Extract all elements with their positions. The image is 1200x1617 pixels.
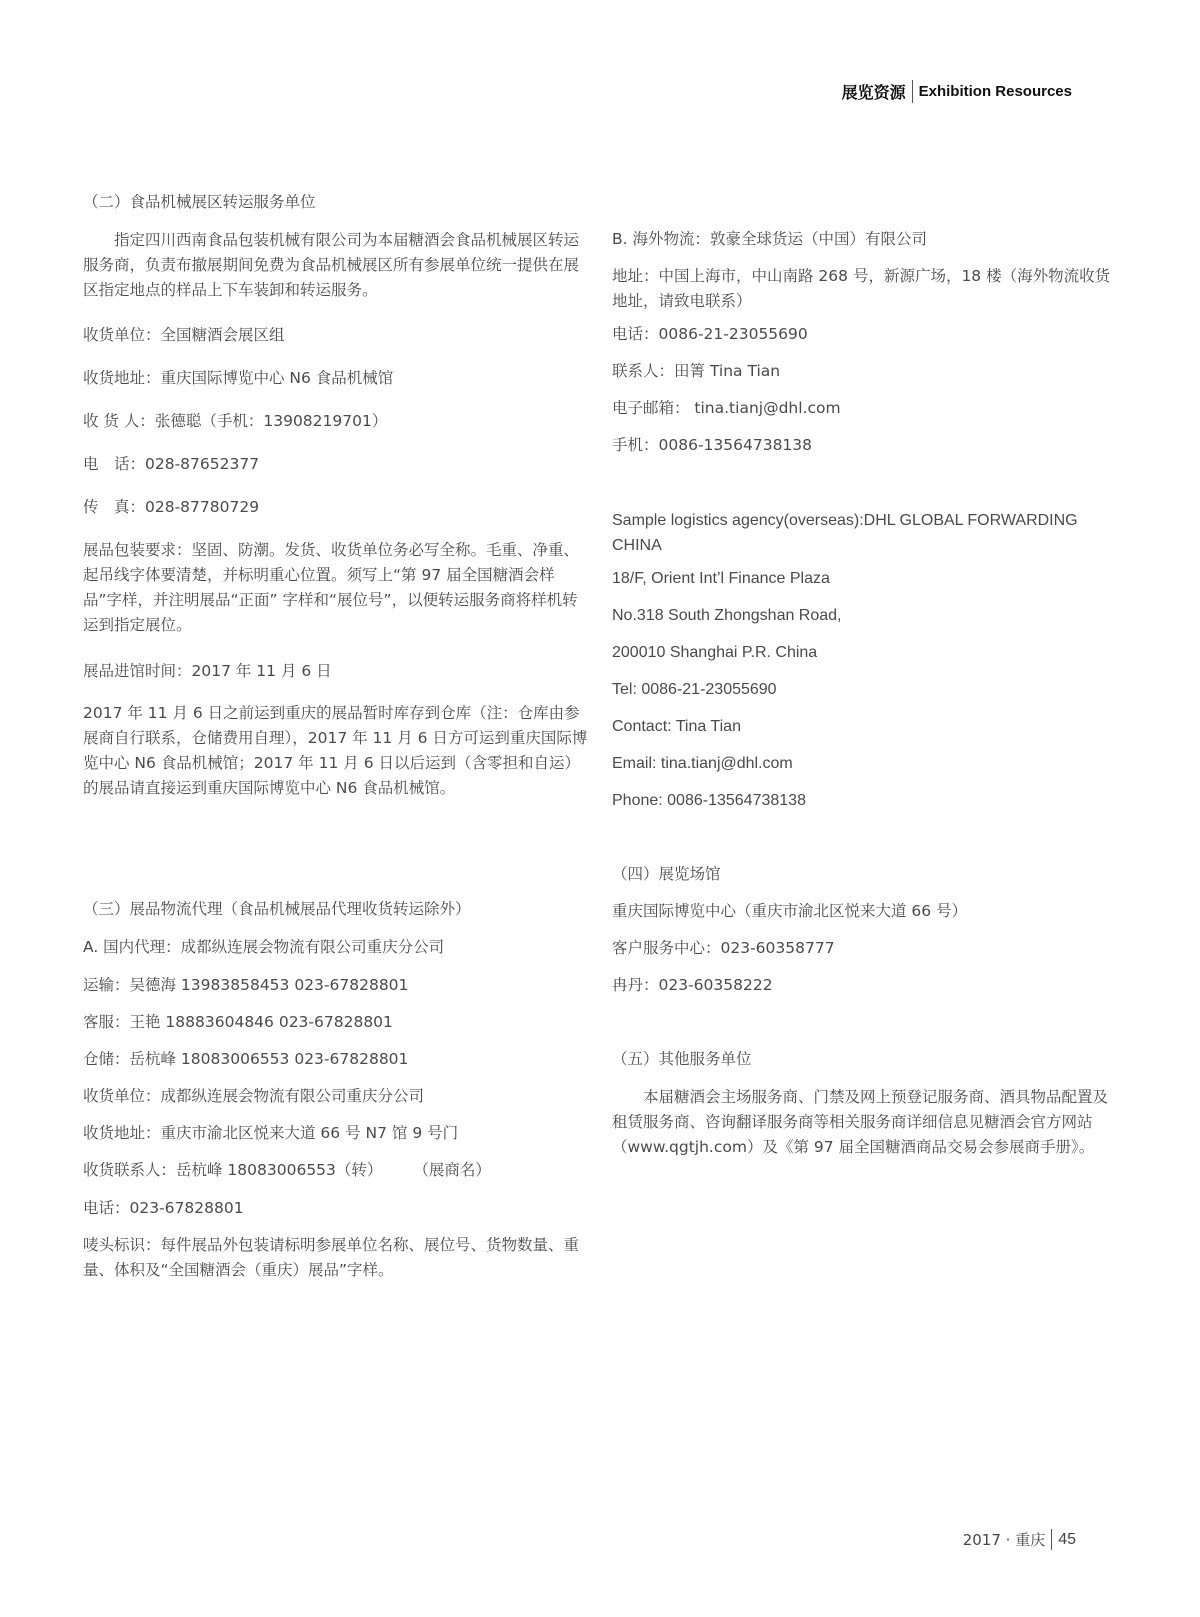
overseas-email: 电子邮箱： tina.tianj@dhl.com bbox=[612, 399, 841, 417]
en-address-line-1: 18/F, Orient Int’l Finance Plaza bbox=[612, 570, 830, 587]
section-title-en: Exhibition Resources bbox=[918, 83, 1072, 100]
transport-contact: 运输：吴德海 13983858453 023-67828801 bbox=[83, 976, 409, 994]
en-address-line-2: No.318 South Zhongshan Road, bbox=[612, 607, 842, 624]
en-address-line-3: 200010 Shanghai P.R. China bbox=[612, 644, 818, 661]
page-footer bbox=[963, 1529, 1076, 1550]
section-5-text: 本届糖酒会主场服务商、门禁及网上预登记服务商、酒具物品配置及租赁服务商、咨询翻译服务商等相关服务商详细信息见糖酒会官方网站（www.qgtjh.com）及《第 97 届全国糖酒商品交易会参展商手册》。 bbox=[612, 1088, 1109, 1156]
section-2-title: （二）食品机械展区转运服务单位 bbox=[83, 193, 316, 211]
overseas-mobile: 手机：0086-13564738138 bbox=[612, 436, 813, 454]
domestic-agent: A. 国内代理：成都纵连展会物流有限公司重庆分公司 bbox=[83, 938, 445, 956]
overseas-address: 地址：中国上海市，中山南路 268 号，新源广场，18 楼（海外物流收货地址，请致电联系） bbox=[612, 267, 1111, 310]
receiver: 收 货 人：张德聪（手机：13908219701） bbox=[83, 412, 388, 430]
telephone: 电 话：028-87652377 bbox=[83, 455, 260, 473]
page-header bbox=[842, 80, 1072, 103]
page-number: 45 bbox=[1058, 1530, 1076, 1548]
en-phone: Phone: 0086-13564738138 bbox=[612, 792, 806, 809]
footer-year-city: 2017 · 重庆 bbox=[963, 1529, 1052, 1550]
customer-service-center: 客户服务中心：023-60358777 bbox=[612, 939, 835, 957]
en-contact: Contact: Tina Tian bbox=[612, 718, 741, 735]
packing-requirements: 展品包装要求：坚固、防潮。发货、收货单位务必写全称。毛重、净重、起吊线字体要清楚，并标明重心位置。须写上“第 97 届全国糖酒会样品”字样，并注明展品“正面” 字样和“展位号”，以便转运服务商将样机转运到指定展位。 bbox=[83, 541, 580, 634]
en-email: Email: tina.tianj@dhl.com bbox=[612, 755, 793, 772]
telephone-2: 电话：023-67828801 bbox=[83, 1199, 244, 1217]
section-2-intro: 指定四川西南食品包装机械有限公司为本届糖酒会食品机械展区转运服务商，负责布撤展期间免费为食品机械展区所有参展单位统一提供在展区指定地点的样品上下车装卸和转运服务。 bbox=[83, 231, 580, 299]
en-telephone: Tel: 0086-21-23055690 bbox=[612, 681, 777, 698]
entry-time: 展品进馆时间：2017 年 11 月 6 日 bbox=[83, 662, 332, 680]
customer-service-contact: 客服：王艳 18883604846 023-67828801 bbox=[83, 1013, 393, 1031]
fax: 传 真：028-87780729 bbox=[83, 498, 260, 516]
entry-note: 2017 年 11 月 6 日之前运到重庆的展品暂时库存到仓库（注：仓库由参展商自行联系，仓储费用自理），2017 年 11 月 6 日方可运到重庆国际博览中心 N6 食品机械馆；2017 年 11 月 6 日以后运到（含零担和自运）的展品请直接运到重庆国际博览中心 N6 食品机械馆。 bbox=[83, 704, 588, 797]
overseas-telephone: 电话：0086-21-23055690 bbox=[612, 325, 808, 343]
receiving-address: 收货地址：重庆国际博览中心 N6 食品机械馆 bbox=[83, 369, 394, 387]
storage-contact: 仓储：岳杭峰 18083006553 023-67828801 bbox=[83, 1050, 409, 1068]
section-4-title: （四）展览场馆 bbox=[612, 865, 721, 883]
receiving-address-2: 收货地址：重庆市渝北区悦来大道 66 号 N7 馆 9 号门 bbox=[83, 1124, 459, 1142]
overseas-contact: 联系人：田箐 Tina Tian bbox=[612, 362, 781, 380]
venue: 重庆国际博览中心（重庆市渝北区悦来大道 66 号） bbox=[612, 902, 968, 920]
section-5-title: （五）其他服务单位 bbox=[612, 1050, 752, 1068]
section-title-zh: 展览资源 bbox=[842, 80, 913, 103]
shipping-marks: 唛头标识：每件展品外包装请标明参展单位名称、展位号、货物数量、重量、体积及“全国糖酒会（重庆）展品”字样。 bbox=[83, 1236, 580, 1279]
section-3-title: （三）展品物流代理（食品机械展品代理收货转运除外） bbox=[83, 900, 471, 918]
contact-randan: 冉丹：023-60358222 bbox=[612, 976, 773, 994]
overseas-agent: B. 海外物流：敦豪全球货运（中国）有限公司 bbox=[612, 230, 927, 248]
receiving-contact-2: 收货联系人：岳杭峰 18083006553（转） （展商名） bbox=[83, 1161, 491, 1179]
en-agency: Sample logistics agency(overseas):DHL GLOBAL FORWARDING CHINA bbox=[612, 512, 1078, 554]
consignee: 收货单位：全国糖酒会展区组 bbox=[83, 326, 285, 344]
consignee-2: 收货单位：成都纵连展会物流有限公司重庆分公司 bbox=[83, 1087, 425, 1105]
